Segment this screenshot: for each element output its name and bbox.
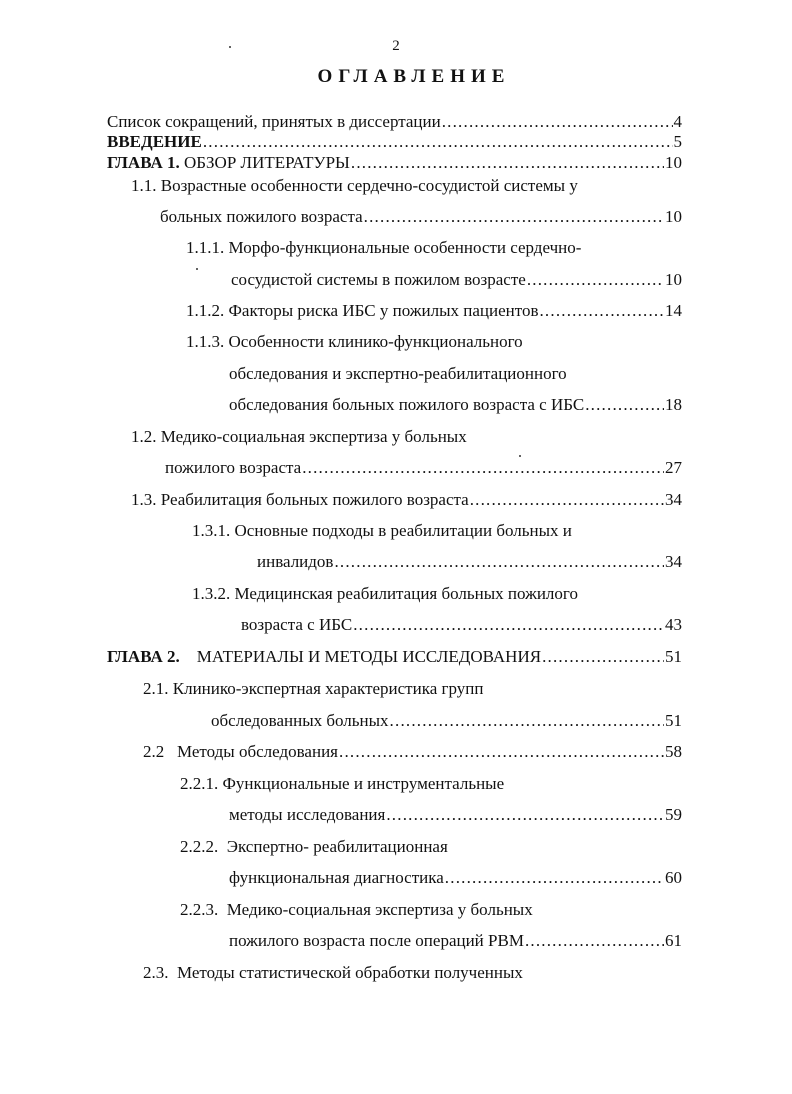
toc-entry-text: пожилого возраста после операций РВМ xyxy=(229,931,524,950)
toc-entry-text: 2.2.2. Экспертно- реабилитационная xyxy=(180,837,448,856)
toc-entry[interactable] xyxy=(192,584,578,604)
toc-leader xyxy=(386,805,664,825)
scan-speck xyxy=(229,46,231,48)
toc-entry-text: 1.1.3. Особенности клинико-функционального xyxy=(186,332,523,351)
toc-leader xyxy=(527,270,664,290)
toc-entry-page: 4 xyxy=(673,112,682,131)
toc-entry[interactable] xyxy=(143,742,682,762)
scan-speck xyxy=(519,455,521,457)
toc-entry[interactable] xyxy=(131,176,578,196)
toc-entry[interactable] xyxy=(107,647,682,667)
toc-entry[interactable] xyxy=(131,490,682,510)
toc-entry[interactable] xyxy=(107,132,682,152)
toc-entry-text: 2.1. Клинико-экспертная характеристика групп xyxy=(143,679,484,698)
toc-entry[interactable] xyxy=(160,207,682,227)
toc-entry-text: больных пожилого возраста xyxy=(160,207,363,226)
toc-leader xyxy=(445,868,664,888)
toc-entry[interactable] xyxy=(241,615,682,635)
toc-entry-text: 1.3. Реабилитация больных пожилого возраста xyxy=(131,490,469,509)
toc-entry-page: 5 xyxy=(673,132,682,151)
toc-entry[interactable] xyxy=(186,301,682,321)
toc-leader xyxy=(353,615,664,635)
toc-entry[interactable] xyxy=(143,963,523,983)
page-number: 2 xyxy=(392,38,400,54)
toc-entry[interactable] xyxy=(186,332,523,352)
toc-entry-page: 27 xyxy=(665,458,682,477)
toc-entry-text: 1.3.2. Медицинская реабилитация больных пожилого xyxy=(192,584,578,603)
toc-entry[interactable] xyxy=(229,805,682,825)
toc-entry-label: ГЛАВА 2. xyxy=(107,647,180,666)
toc-entry-page: 34 xyxy=(665,490,682,509)
toc-entry-text: 1.1.1. Морфо-функциональные особенности сердечно- xyxy=(186,238,582,257)
toc-entry[interactable] xyxy=(229,931,682,951)
toc-leader xyxy=(334,552,664,572)
toc-entry-label: ГЛАВА 1. xyxy=(107,153,180,172)
toc-leader xyxy=(390,711,664,731)
toc-entry-label: ВВЕДЕНИЕ xyxy=(107,132,202,151)
toc-leader xyxy=(525,931,664,951)
toc-entry-text: МАТЕРИАЛЫ И МЕТОДЫ ИССЛЕДОВАНИЯ xyxy=(179,647,542,666)
toc-entry[interactable] xyxy=(107,112,682,132)
toc-entry[interactable] xyxy=(211,711,682,731)
toc-entry-text: ОБЗОР ЛИТЕРАТУРЫ xyxy=(179,153,350,172)
toc-entry-text: инвалидов xyxy=(257,552,334,571)
toc-entry-page: 10 xyxy=(665,153,682,172)
toc-entry-text: сосудистой системы в пожилом возрасте xyxy=(231,270,526,289)
toc-entry-page: 51 xyxy=(665,647,682,666)
toc-entry-text: 2.2.1. Функциональные и инструментальные xyxy=(180,774,505,793)
toc-entry[interactable] xyxy=(180,774,504,794)
toc-entry-text: функциональная диагностика xyxy=(229,868,444,887)
toc-entry[interactable] xyxy=(143,679,483,699)
toc-entry-text: методы исследования xyxy=(229,805,386,824)
toc-entry[interactable] xyxy=(180,900,533,920)
toc-entry-page: 58 xyxy=(665,742,682,761)
toc-entry-text: 1.1.2. Факторы риска ИБС у пожилых пациентов xyxy=(186,301,539,320)
toc-entry-page: 59 xyxy=(665,805,682,824)
toc-entry-text: обследования и экспертно-реабилитационного xyxy=(229,364,567,383)
toc-entry-text: 1.3.1. Основные подходы в реабилитации больных и xyxy=(192,521,572,540)
toc-entry[interactable] xyxy=(231,270,682,290)
toc-entry[interactable] xyxy=(131,427,467,447)
toc-entry[interactable] xyxy=(229,395,682,415)
toc-entry-page: 61 xyxy=(665,931,682,950)
toc-entry[interactable] xyxy=(192,521,572,541)
toc-entry[interactable] xyxy=(229,364,567,384)
toc-entry-text: 2.2 Методы обследования xyxy=(143,742,338,761)
toc-entry[interactable] xyxy=(257,552,682,572)
toc-entry-text: 1.2. Медико-социальная экспертиза у больных xyxy=(131,427,467,446)
toc-leader xyxy=(203,132,673,152)
toc-entry-text: 2.2.3. Медико-социальная экспертиза у больных xyxy=(180,900,533,919)
toc-entry-text: 2.3. Методы статистической обработки полученных xyxy=(143,963,523,982)
toc-entry-page: 43 xyxy=(665,615,682,634)
toc-leader xyxy=(470,490,664,510)
toc-entry-page: 10 xyxy=(665,207,682,226)
toc-entry-page: 60 xyxy=(665,868,682,887)
toc-entry-page: 10 xyxy=(665,270,682,289)
toc-leader xyxy=(542,647,664,667)
toc-entry[interactable] xyxy=(107,153,682,173)
toc-leader xyxy=(351,153,664,173)
toc-entry[interactable] xyxy=(180,837,448,857)
scan-speck xyxy=(196,268,198,270)
toc-entry-page: 14 xyxy=(665,301,682,320)
toc-entry-text: обследованных больных xyxy=(211,711,389,730)
toc-entry-text: возраста с ИБС xyxy=(241,615,353,634)
toc-leader xyxy=(339,742,664,762)
toc-leader xyxy=(364,207,664,227)
toc-entry-text: обследования больных пожилого возраста с ИБС xyxy=(229,395,585,414)
toc-entry-page: 51 xyxy=(665,711,682,730)
toc-leader xyxy=(585,395,664,415)
toc-entry-text: Список сокращений, принятых в диссертации xyxy=(107,112,441,131)
toc-leader xyxy=(539,301,664,321)
toc-entry[interactable] xyxy=(229,868,682,888)
toc-title: ОГЛАВЛЕНИЕ xyxy=(317,66,511,87)
toc-entry-text: пожилого возраста xyxy=(165,458,302,477)
toc-entry[interactable] xyxy=(165,458,682,478)
toc-entry-text: 1.1. Возрастные особенности сердечно-сосудистой системы у xyxy=(131,176,578,195)
toc-entry-page: 34 xyxy=(665,552,682,571)
toc-leader xyxy=(302,458,664,478)
toc-entry[interactable] xyxy=(186,238,581,258)
toc-entry-page: 18 xyxy=(665,395,682,414)
toc-leader xyxy=(442,112,673,132)
